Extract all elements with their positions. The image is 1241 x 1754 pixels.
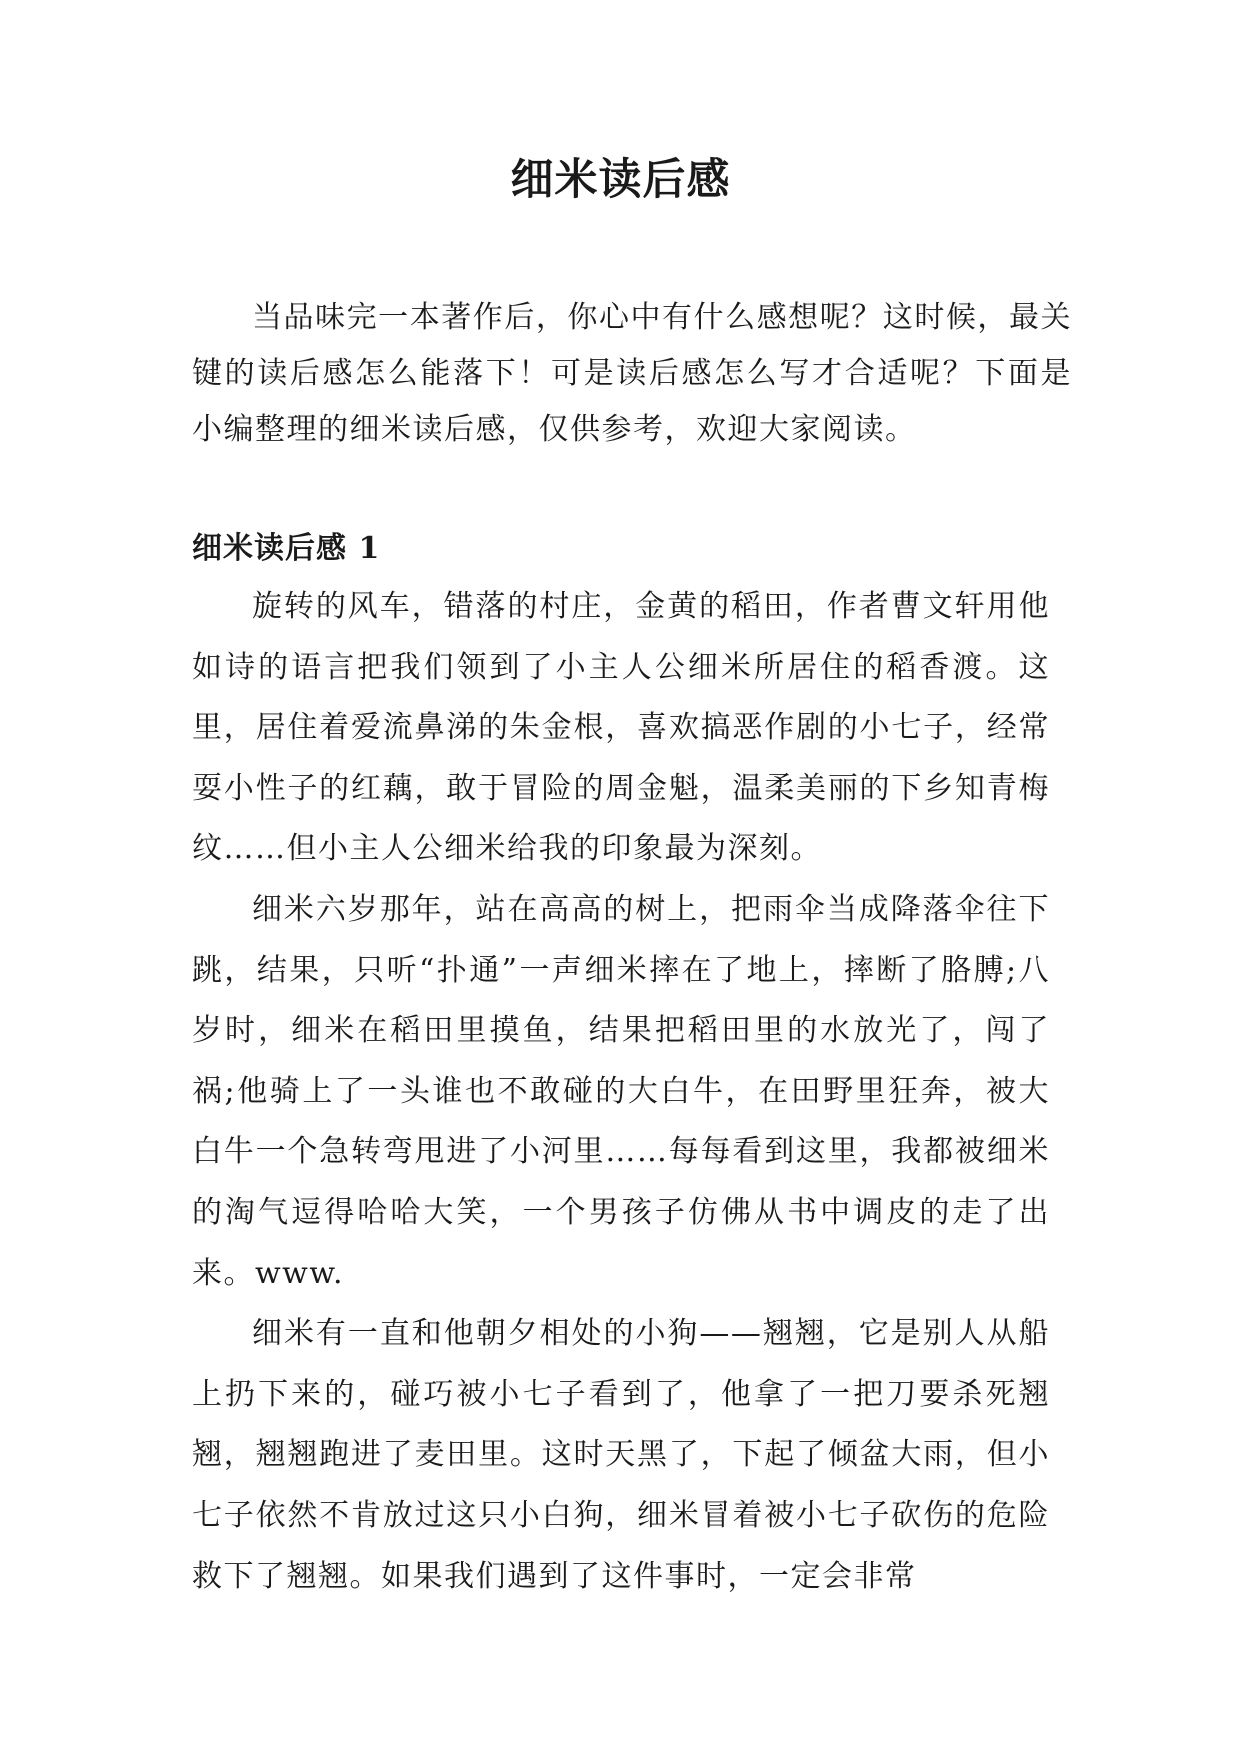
intro-paragraph: 当品味完一本著作后，你心中有什么感想呢？这时候，最关键的读后感怎么能落下！可是读后感怎么写才合适呢？下面是小编整理的细米读后感，仅供参考，欢迎大家阅读。 [192, 300, 1072, 447]
body-paragraph: 细米六岁那年，站在高高的树上，把雨伞当成降落伞往下跳，结果，只听“扑通”一声细米摔在了地上，摔断了胳膊;八岁时，细米在稻田里摸鱼，结果把稻田里的水放光了，闯了祸;他骑上了一头谁也不敢碰的大白牛，在田野里狂奔，被大白牛一个急转弯甩进了小河里……每每看到这里，我都被细米的淘气逗得哈哈大笑，一个男孩子仿佛从书中调皮的走了出来。www. [192, 891, 1050, 1291]
body-paragraph: 细米有一直和他朝夕相处的小狗——翘翘，它是别人从船上扔下来的，碰巧被小七子看到了，他拿了一把刀要杀死翘翘，翘翘跑进了麦田里。这时天黑了，下起了倾盆大雨，但小七子依然不肯放过这只小白狗，细米冒着被小七子砍伤的危险救下了翘翘。如果我们遇到了这件事时，一定会非常 [192, 1316, 1050, 1594]
section-heading: 细米读后感 1 [192, 531, 381, 566]
body-paragraph: 旋转的风车，错落的村庄，金黄的稻田，作者曹文轩用他如诗的语言把我们领到了小主人公细米所居住的稻香渡。这里，居住着爱流鼻涕的朱金根，喜欢搞恶作剧的小七子，经常耍小性子的红藕，敢于冒险的周金魁，温柔美丽的下乡知青梅纹……但小主人公细米给我的印象最为深刻。 [192, 589, 1050, 867]
section-body [192, 577, 1050, 1607]
document-title: 细米读后感 [510, 155, 731, 205]
